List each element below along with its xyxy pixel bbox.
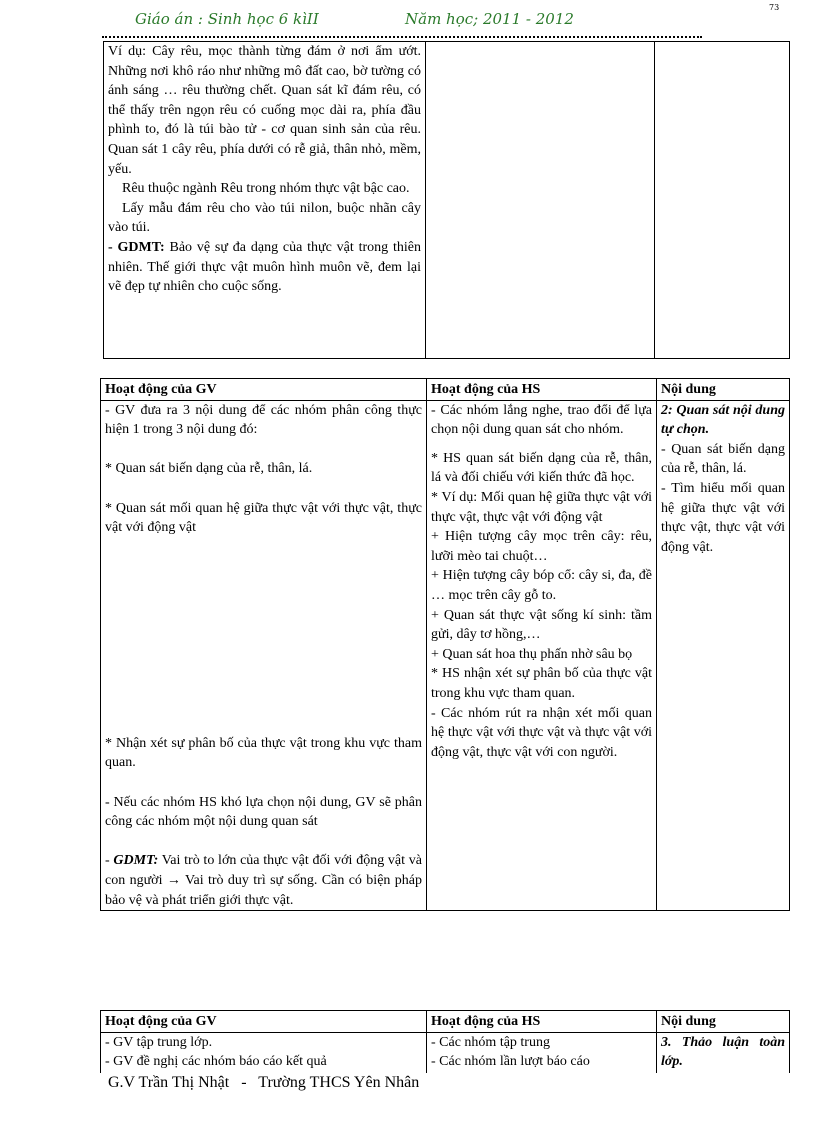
header-gv: Hoạt động của GV <box>101 379 427 401</box>
gdmt-label: - GDMT: <box>108 239 165 255</box>
content-continued-cell <box>655 42 790 359</box>
footer-teacher-school: G.V Trần Thị Nhật - Trường THCS Yên Nhân <box>108 1074 420 1091</box>
header-gv: Hoạt động của GV <box>101 1011 427 1033</box>
table-row <box>101 1032 790 1073</box>
hs-continued-cell <box>426 42 655 359</box>
example-paragraph: Ví dụ: Cây rêu, mọc thành từng đám ở nơi ẩm ướt. Những nơi khô ráo như những mô đất cao, bờ tường có ánh sáng … rêu thường chết. Quan sát kĩ đám rêu, có thể thấy trên ngọn rêu có cuống mọc dài ra, phía đầu phình to, đó là túi bào tử - cơ quan sinh sản của rêu. Quan sát 1 cây rêu, phía dưới có rễ giả, thân nhỏ, mềm, yếu. <box>108 44 421 177</box>
lesson-table-continued <box>103 41 790 359</box>
hs-item: + Hiện tượng cây bóp cổ: cây si, đa, đề … mọc trên cây gỗ to. <box>431 568 652 603</box>
table-header-row <box>101 379 790 401</box>
header-content: Nội dung <box>657 379 790 401</box>
content-title: 3. Thảo luận toàn lớp. <box>661 1034 785 1070</box>
content-cell <box>657 400 790 911</box>
gdmt-dash: - <box>105 853 114 869</box>
hs-activity-cell <box>427 400 657 911</box>
activity-table-3 <box>100 1010 790 1073</box>
moss-classification: Rêu thuộc ngành Rêu trong nhóm thực vật bậc cao. <box>122 181 410 197</box>
gv-intro: - GV đưa ra 3 nội dung để các nhóm phân công thực hiện 1 trong 3 nội dung đó: <box>105 402 422 438</box>
gdmt-note <box>108 238 421 297</box>
hs-item: - Các nhóm rút ra nhận xét mối quan hệ thực vật với thực vật và thực vật với động vật, thực vật với con người. <box>431 705 652 760</box>
content-item: - Quan sát biến dạng của rễ, thân, lá. <box>661 441 785 477</box>
hs-activity-cell <box>427 1032 657 1073</box>
gv-gdmt-note <box>105 851 422 910</box>
hs-item: - Các nhóm lắng nghe, trao đổi để lựa chọn nội dung quan sát cho nhóm. <box>431 402 652 438</box>
gv-activity-cell <box>101 1032 427 1073</box>
gv-item: - GV tập trung lớp. <box>105 1034 213 1050</box>
content-title: 2: Quan sát nội dung tự chọn. <box>661 402 785 438</box>
content-cell <box>657 1032 790 1073</box>
hs-item: * HS quan sát biến dạng của rễ, thân, lá và đối chiếu với kiến thức đã học. <box>431 450 652 486</box>
hs-item: + Quan sát thực vật sống kí sinh: tầm gửi, dây tơ hồng,… <box>431 607 652 643</box>
page-number: 73 <box>769 3 780 12</box>
hs-item: + Quan sát hoa thụ phấn nhờ sâu bọ <box>431 646 633 662</box>
gdmt-text: Vai trò to lớn của thực vật đối với động vật và con người → Vai trò duy trì sự sống. Cần có biện pháp bảo vệ và phát triển giới thực vật. <box>105 853 422 908</box>
gv-task-1: * Quan sát biến dạng của rễ, thân, lá. <box>105 461 313 477</box>
header-school-year: Năm học; 2011 - 2012 <box>405 10 574 28</box>
content-item: - Tìm hiểu mối quan hệ giữa thực vật với thực vật, thực vật với động vật. <box>661 480 785 555</box>
hs-item: + Hiện tượng cây mọc trên cây: rêu, lưỡi mèo tai chuột… <box>431 529 652 564</box>
header-subject: Giáo án : Sinh học 6 kìII <box>135 10 319 28</box>
gv-activity-cell <box>101 400 427 911</box>
gv-item: - GV đề nghị các nhóm báo cáo kết quả <box>105 1054 327 1070</box>
gv-assign-note: - Nếu các nhóm HS khó lựa chọn nội dung, GV sẽ phân công các nhóm một nội dung quan sát <box>105 794 422 830</box>
table-row <box>101 400 790 911</box>
gv-continued-cell <box>104 42 426 359</box>
moss-sampling: Lấy mẫu đám rêu cho vào túi nilon, buộc nhãn cây vào túi. <box>108 200 421 236</box>
gv-task-2: * Quan sát mối quan hệ giữa thực vật với thực vật, thực vật với động vật <box>105 500 422 536</box>
gv-task-3: * Nhận xét sự phân bố của thực vật trong khu vực tham quan. <box>105 735 422 771</box>
activity-table-2 <box>100 378 790 911</box>
gdmt-text: Bảo vệ sự đa dạng của thực vật trong thiên nhiên. Thế giới thực vật muôn hình muôn vẽ, đem lại vẽ đẹp tự nhiên cho cuộc sống. <box>108 239 421 295</box>
hs-item: - Các nhóm lần lượt báo cáo <box>431 1054 590 1070</box>
hs-item: * HS nhận xét sự phân bố của thực vật trong khu vực tham quan. <box>431 666 652 701</box>
header-hs: Hoạt động của HS <box>427 379 657 401</box>
hs-item: * Ví dụ: Mối quan hệ giữa thực vật với thực vật, thực vật với động vật <box>431 489 652 525</box>
header-content: Nội dung <box>657 1011 790 1033</box>
gdmt-label: GDMT: <box>113 853 159 869</box>
header-hs: Hoạt động của HS <box>427 1011 657 1033</box>
hs-item: - Các nhóm tập trung <box>431 1034 550 1050</box>
table-header-row <box>101 1011 790 1033</box>
